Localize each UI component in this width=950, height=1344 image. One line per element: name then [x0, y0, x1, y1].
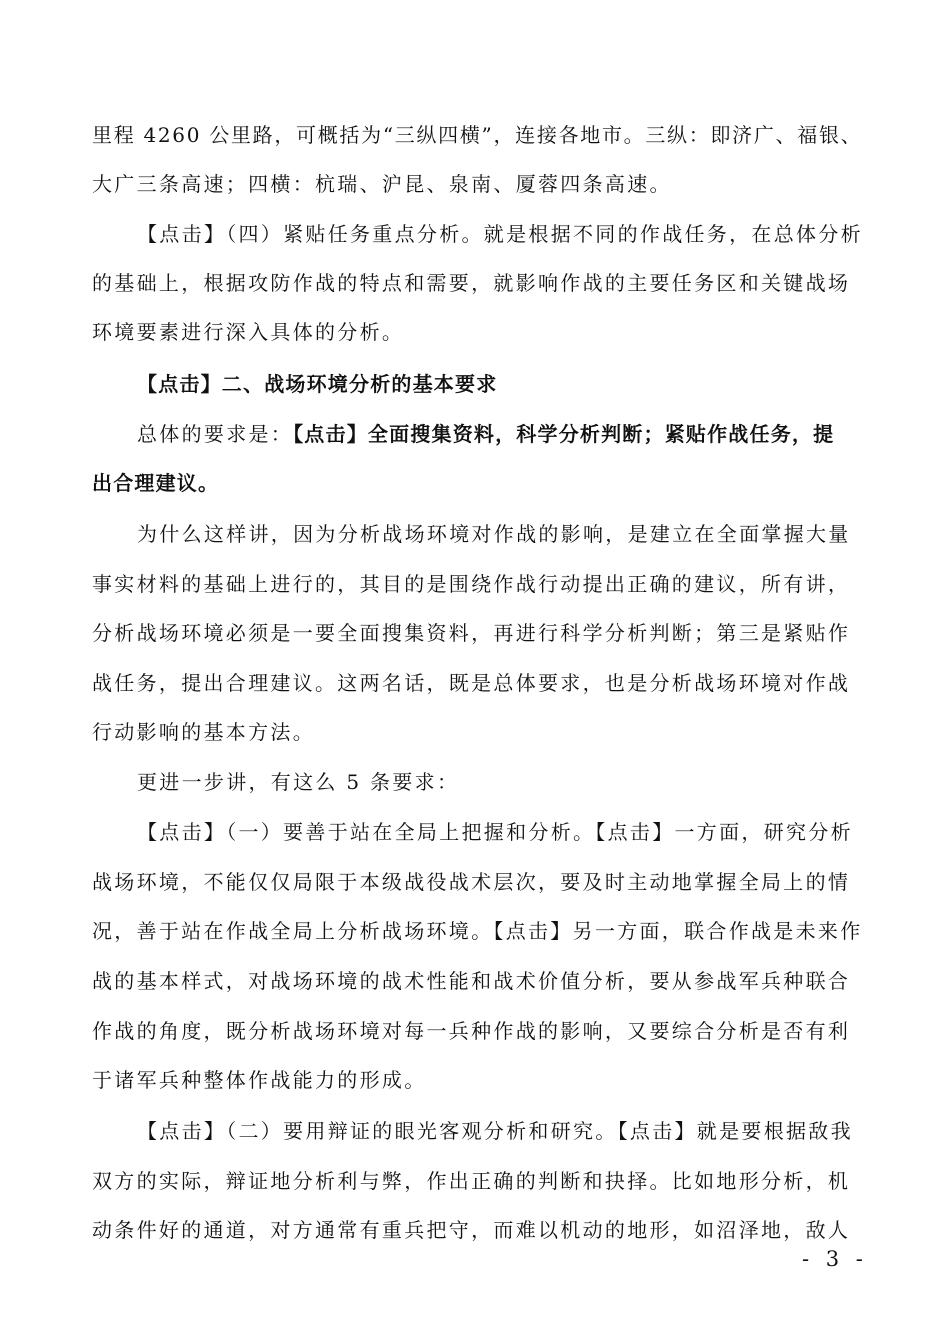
- requirement-intro: 总体的要求是：: [137, 422, 294, 446]
- body-text-line: 战的基本样式，对战场环境的战术性能和战术价值分析，要从参战军兵种联合: [92, 969, 851, 993]
- body-text-line: 行动影响的基本方法。: [92, 720, 315, 744]
- requirement-summary: 【点击】全面搜集资料，科学分析判断；紧贴作战任务，提: [293, 422, 835, 446]
- body-text-line: 战任务，提出合理建议。这两名话，既是总体要求，也是分析战场环境对作战: [92, 671, 851, 695]
- body-text-line: 战场环境，不能仅仅局限于本级战役战术层次，要及时主动地掌握全局上的情: [92, 870, 851, 894]
- body-text-line: 大广三条高速；四横：杭瑞、沪昆、泉南、厦蓉四条高速。: [92, 172, 672, 196]
- body-text-line: 分析战场环境必须是一要全面搜集资料，再进行科学分析判断；第三是紧贴作: [92, 621, 851, 645]
- body-text-line: 的基础上，根据攻防作战的特点和需要，就影响作战的主要任务区和关键战场: [92, 271, 851, 295]
- body-text-line: 作战的角度，既分析战场环境对每一兵种作战的影响，又要综合分析是否有利: [92, 1019, 851, 1043]
- body-text-line: 动条件好的通道，对方通常有重兵把守，而难以机动的地形，如沼泽地，敌人: [92, 1218, 851, 1242]
- body-text-line: 【点击】（一）要善于站在全局上把握和分析。【点击】一方面，研究分析: [137, 820, 853, 844]
- body-text-line: 【点击】（四）紧贴任务重点分析。就是根据不同的作战任务，在总体分析: [137, 222, 863, 246]
- body-text-line: 为什么这样讲，因为分析战场环境对作战的影响，是建立在全面掌握大量: [137, 522, 851, 546]
- body-text-line: 事实材料的基础上进行的，其目的是围绕作战行动提出正确的建议，所有讲，: [92, 572, 851, 596]
- body-text-line: 况，善于站在作战全局上分析战场环境。【点击】另一方面，联合作战是未来作: [92, 919, 863, 943]
- body-text-line: 环境要素进行深入具体的分析。: [92, 320, 405, 344]
- requirement-summary-continued: 出合理建议。: [92, 471, 220, 495]
- section-heading: 【点击】二、战场环境分析的基本要求: [137, 372, 498, 396]
- body-text-line: [137, 420, 834, 448]
- body-text-line: 于诸军兵种整体作战能力的形成。: [92, 1068, 427, 1092]
- body-text-line: 双方的实际，辩证地分析利与弊，作出正确的判断和抉择。比如地形分析，机: [92, 1169, 851, 1193]
- body-text-line: 更进一步讲，有这么 5 条要求：: [137, 770, 460, 794]
- page-number: - 3 -: [802, 1247, 868, 1271]
- body-text-line: 【点击】（二）要用辩证的眼光客观分析和研究。【点击】就是要根据敌我: [137, 1119, 853, 1143]
- body-text-line: 里程 4260 公里路，可概括为“三纵四横”，连接各地市。三纵：即济广、福银、: [92, 123, 863, 147]
